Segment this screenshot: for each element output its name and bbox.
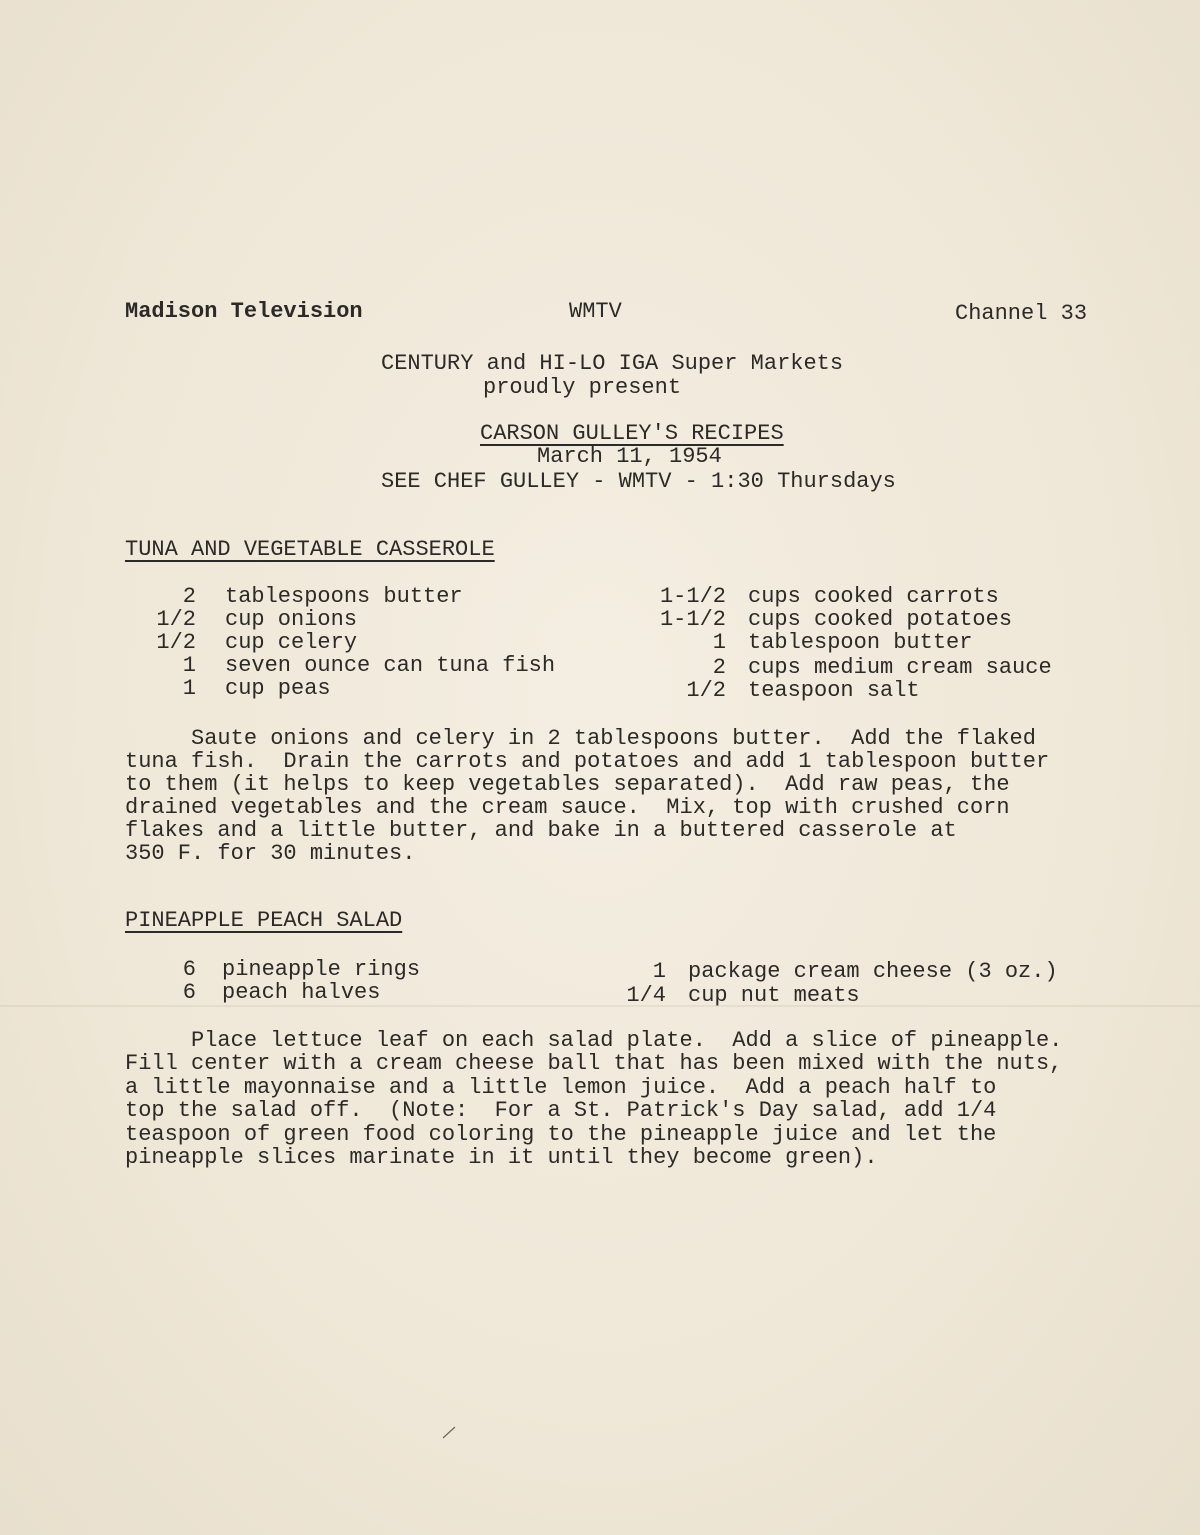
- ingredient-item: cup nut meats: [688, 983, 860, 1008]
- channel-number: Channel 33: [955, 301, 1088, 326]
- recipe-title: PINEAPPLE PEACH SALAD: [125, 908, 403, 933]
- ingredient-qty: 1: [712, 630, 726, 655]
- ingredient-qty: 2: [712, 655, 726, 680]
- directions-line: drained vegetables and the cream sauce. Mix, top with crushed corn: [125, 795, 1010, 820]
- ingredient-qty: 2: [182, 584, 196, 609]
- ingredient-qty: 1/2: [686, 678, 726, 703]
- ingredient-qty: 1-1/2: [659, 584, 726, 609]
- sponsor-subline: proudly present: [483, 375, 682, 400]
- ingredient-qty: 1: [182, 653, 196, 678]
- directions-line: Place lettuce leaf on each salad plate. Add a slice of pineapple.: [125, 1028, 1063, 1053]
- recipe-title: TUNA AND VEGETABLE CASSEROLE: [125, 537, 495, 562]
- ingredient-item: seven ounce can tuna fish: [225, 653, 556, 678]
- directions-line: flakes and a little butter, and bake in a buttered casserole at: [125, 818, 957, 843]
- ingredient-item: cup onions: [225, 607, 358, 632]
- ingredient-qty: 6: [182, 980, 196, 1005]
- page-title: CARSON GULLEY'S RECIPES: [480, 421, 784, 446]
- directions-line: to them (it helps to keep vegetables separated). Add raw peas, the: [125, 772, 1010, 797]
- ingredient-qty: 1/2: [156, 607, 196, 632]
- ingredient-item: peach halves: [222, 980, 381, 1005]
- station-name: Madison Television: [125, 299, 363, 324]
- pencil-mark: [440, 1422, 460, 1442]
- ingredient-item: tablespoon butter: [748, 630, 973, 655]
- ingredient-qty: 1: [182, 676, 196, 701]
- ingredient-qty: 1/4: [626, 983, 666, 1008]
- ingredient-item: cup celery: [225, 630, 358, 655]
- directions-line: 350 F. for 30 minutes.: [125, 841, 416, 866]
- directions-line: tuna fish. Drain the carrots and potatoes and add 1 tablespoon butter: [125, 749, 1050, 774]
- directions-line: teaspoon of green food coloring to the pineapple juice and let the: [125, 1122, 997, 1147]
- broadcast-date: March 11, 1954: [537, 444, 722, 469]
- ingredient-qty: 1: [652, 959, 666, 984]
- directions-line: Fill center with a cream cheese ball that has been mixed with the nuts,: [125, 1051, 1063, 1076]
- ingredient-item: package cream cheese (3 oz.): [688, 959, 1058, 984]
- ingredient-item: cups cooked potatoes: [748, 607, 1013, 632]
- ingredient-item: pineapple rings: [222, 957, 421, 982]
- directions-line: Saute onions and celery in 2 tablespoons butter. Add the flaked: [125, 726, 1036, 751]
- directions-line: pineapple slices marinate in it until they become green).: [125, 1145, 878, 1170]
- directions-line: top the salad off. (Note: For a St. Patrick's Day salad, add 1/4: [125, 1098, 997, 1123]
- sponsor-line: CENTURY and HI-LO IGA Super Markets: [381, 351, 844, 376]
- ingredient-item: tablespoons butter: [225, 584, 463, 609]
- ingredient-item: cups cooked carrots: [748, 584, 999, 609]
- ingredient-qty: 6: [182, 957, 196, 982]
- ingredient-qty: 1/2: [156, 630, 196, 655]
- ingredient-item: cup peas: [225, 676, 331, 701]
- show-schedule: SEE CHEF GULLEY - WMTV - 1:30 Thursdays: [381, 469, 896, 494]
- directions-line: a little mayonnaise and a little lemon juice. Add a peach half to: [125, 1075, 997, 1100]
- station-callsign: WMTV: [569, 299, 622, 324]
- ingredient-qty: 1-1/2: [659, 607, 726, 632]
- ingredient-item: teaspoon salt: [748, 678, 920, 703]
- ingredient-item: cups medium cream sauce: [748, 655, 1052, 680]
